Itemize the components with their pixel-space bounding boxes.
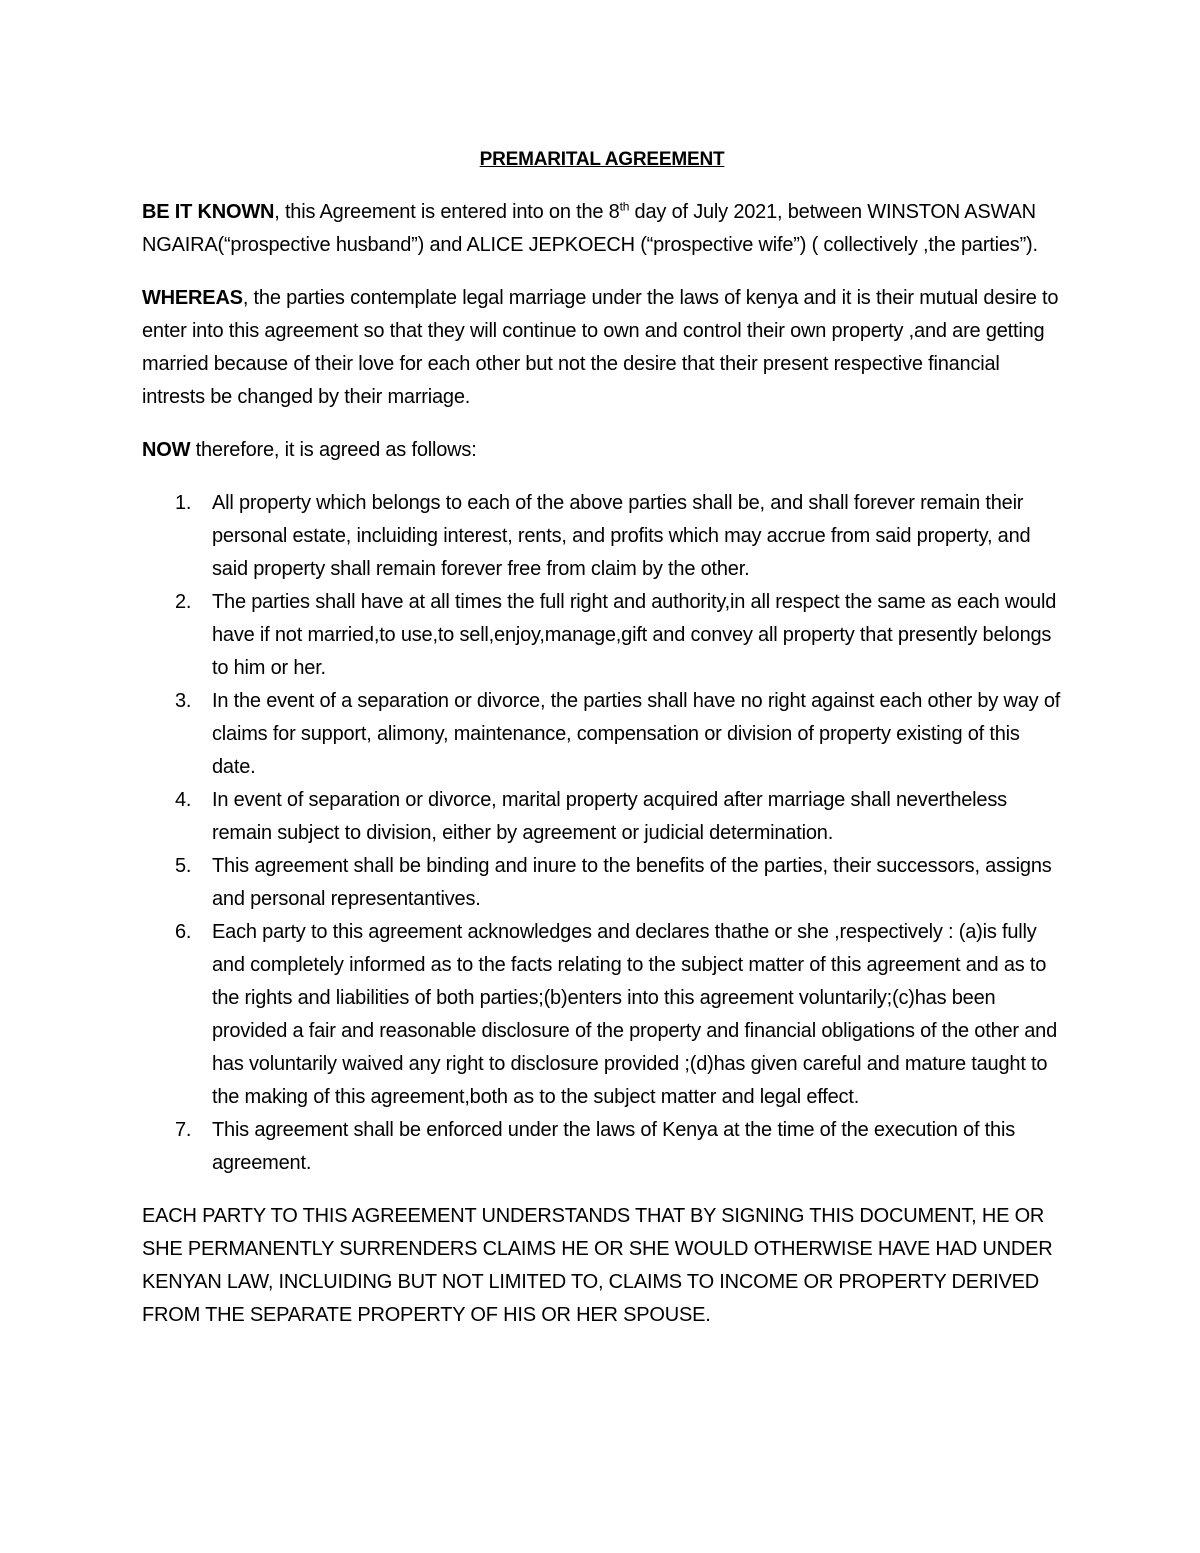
now-paragraph [142, 434, 1062, 467]
whereas-text: , the parties contemplate legal marriage under the laws of kenya and it is their mutual desire to enter into this agreement so that they will continue to own and control their own property ,and are getting married because of their love for each other but not the desire that their present respective financial intrests be changed by their marriage. [142, 287, 1059, 408]
now-lead: NOW [142, 439, 191, 461]
list-item-number: 2. [175, 591, 192, 613]
list-item-text: This agreement shall be binding and inure to the benefits of the parties, their successors, assigns and personal representantives. [212, 855, 1052, 910]
list-item [142, 1114, 1062, 1180]
whereas-lead: WHEREAS [142, 287, 243, 309]
intro-lead: BE IT KNOWN [142, 201, 275, 223]
intro-paragraph [142, 196, 1062, 262]
list-item-text: The parties shall have at all times the full right and authority,in all respect the same as each would have if not married,to use,to sell,enjoy,manage,gift and convey all property that presently belongs to him or her. [212, 591, 1057, 679]
list-item-text: This agreement shall be enforced under the laws of Kenya at the time of the execution of this agreement. [212, 1119, 1015, 1174]
list-item [142, 916, 1062, 1114]
list-item-number: 3. [175, 690, 192, 712]
closing-statement: EACH PARTY TO THIS AGREEMENT UNDERSTANDS THAT BY SIGNING THIS DOCUMENT, HE OR SHE PERMANENTLY SURRENDERS CLAIMS HE OR SHE WOULD OTHERWISE HAVE HAD UNDER KENYAN LAW, INCLUIDING BUT NOT LIMITED TO, CLAIMS TO INCOME OR PROPERTY DERIVED FROM THE SEPARATE PROPERTY OF HIS OR HER SPOUSE. [142, 1205, 1053, 1326]
list-item [142, 850, 1062, 916]
ordinal-suffix: th [619, 199, 630, 214]
document-body [142, 143, 1062, 1352]
list-item-number: 4. [175, 789, 192, 811]
intro-text-after-date: day of July 2021, between WINSTON ASWAN NGAIRA(“prospective husband”) and ALICE JEPKOECH (“prospective wife”) ( collectively ,the parties”). [142, 201, 1038, 256]
whereas-paragraph [142, 282, 1062, 414]
now-text: therefore, it is agreed as follows: [190, 439, 477, 461]
list-item-number: 1. [175, 492, 192, 514]
intro-text-before-date: , this Agreement is entered into on the 8 [274, 201, 620, 223]
list-item [142, 784, 1062, 850]
document-title: PREMARITAL AGREEMENT [479, 149, 725, 170]
list-item-text: Each party to this agreement acknowledges and declares thathe or she ,respectively : (a)is fully and completely informed as to the facts relating to the subject matter of this agreement and as to the rights and liabilities of both parties;(b)enters into this agreement voluntarily;(c)has been provided a fair and reasonable disclosure of the property and financial obligations of the other and has voluntarily waived any right to disclosure provided ;(d)has given careful and mature taught to the making of this agreement,both as to the subject matter and legal effect. [212, 921, 1058, 1108]
list-item [142, 586, 1062, 685]
list-item-text: All property which belongs to each of the above parties shall be, and shall forever remain their personal estate, incluiding interest, rents, and profits which may accrue from said property, and said property shall remain forever free from claim by the other. [212, 492, 1031, 580]
list-item-number: 7. [175, 1119, 192, 1141]
terms-list [142, 487, 1062, 1180]
list-item-text: In event of separation or divorce, marital property acquired after marriage shall nevertheless remain subject to division, either by agreement or judicial determination. [212, 789, 1007, 844]
list-item-number: 6. [175, 921, 192, 943]
list-item-number: 5. [175, 855, 192, 877]
list-item-text: In the event of a separation or divorce, the parties shall have no right against each other by way of claims for support, alimony, maintenance, compensation or division of property existing of this date. [212, 690, 1061, 778]
list-item [142, 487, 1062, 586]
list-item [142, 685, 1062, 784]
